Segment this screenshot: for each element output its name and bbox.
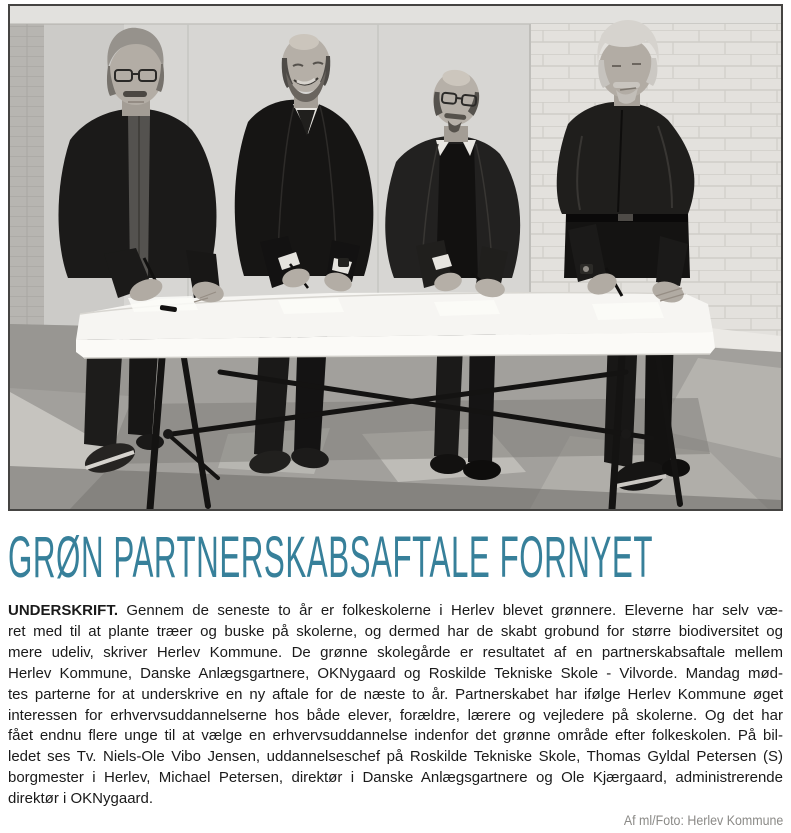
article-body [8, 601, 783, 810]
photo-illustration [10, 6, 781, 509]
article-line: tes parterne for at underskrive en ny aftale for de næste to år. Partnerskabet har ifølge Herlev Kommune øget [8, 685, 783, 703]
article-line: ledet ses Tv. Niels-Ole Vibo Jensen, uddannelseschef på Roskilde Tekniske Skole, Thomas Gyldal Petersen (S) [8, 748, 783, 766]
person-1-mustache [123, 91, 147, 97]
photo-credit: Af ml/Foto: Herlev Kommune [623, 813, 783, 829]
article-line: mere udeliv, skriver Herlev Kommune. De grønne skolegårde er resultatet af en partnerskabsaftale mellem [8, 643, 783, 661]
article-line: interessen for erhvervsuddannelserne hos både elever, forældre, lærere og vejledere på skolerne. Og det har [8, 706, 783, 724]
article-line: ret med til at plante træer og buske på skolerne, og dermed har de skabt grobund for større biodiversitet og [8, 622, 783, 640]
article-photo [8, 4, 783, 511]
article-line [8, 601, 783, 622]
headline-text: GRØN PARTNERSKABSAFTALE FORNYET [8, 525, 653, 590]
person-2-watch [338, 258, 349, 267]
photo-table [76, 292, 715, 358]
article-line: borgmester i Herlev, Michael Petersen, direktør i Danske Anlægsgartnere og Ole Kjærgaard, administrerende [8, 769, 783, 787]
article-line: fået endnu flere unge til at vælge en erhvervsuddannelse indenfor det grønne område efter folkeskolen. På bil- [8, 727, 783, 745]
left-brick-strip [10, 24, 44, 336]
article-line: direktør i OKNygaard. [8, 790, 154, 808]
headline [8, 526, 783, 590]
newspaper-clipping [8, 4, 783, 828]
article-line: Herlev Kommune, Danske Anlægsgartnere, OKNygaard og Roskilde Tekniske Skole - Vilvorde. Mandag mød- [8, 664, 783, 682]
person-4-mustache [613, 82, 640, 88]
article-line-text: Gennem de seneste to år er folkeskolerne i Herlev blevet grønnere. Eleverne har selv væ- [126, 602, 783, 619]
credit-row [8, 813, 783, 828]
article-lead-label: UNDERSKRIFT. [8, 602, 119, 619]
